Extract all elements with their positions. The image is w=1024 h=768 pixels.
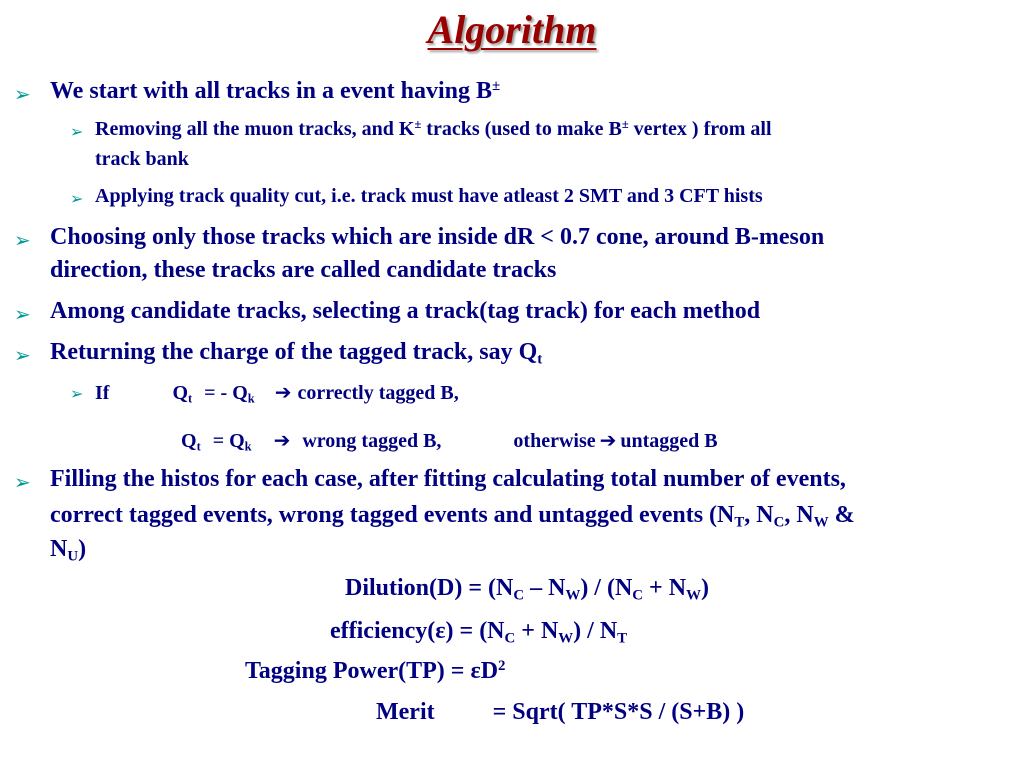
text-part: + N	[643, 575, 687, 601]
superscript: ±	[492, 77, 501, 94]
bullet-filling-histos-line2	[50, 502, 855, 529]
dilution-formula	[345, 575, 709, 602]
subscript: W	[686, 587, 701, 604]
superscript: 2	[498, 657, 506, 674]
text-part: ) / (N	[580, 575, 633, 601]
text-part: correct tagged events, wrong tagged events and untagged events (N	[50, 502, 735, 528]
tagging-power-formula	[245, 658, 505, 685]
text-part: Removing all the muon tracks, and K	[95, 118, 415, 140]
subscript: C	[504, 630, 516, 647]
sub-bullet-if-condition	[95, 380, 459, 405]
text-part: efficiency(ε) = (N	[330, 618, 505, 644]
right-arrow-icon: ➔	[274, 380, 292, 404]
merit-formula	[376, 699, 744, 726]
text-part: vertex ) from all	[628, 118, 772, 140]
text-part: , N	[744, 502, 774, 528]
subscript: W	[565, 587, 581, 604]
text-part: Tagging Power(TP) = εD	[245, 658, 499, 684]
text-part: – N	[524, 575, 566, 601]
bullet-arrow-icon: ➢	[14, 343, 31, 367]
sub-bullet-remove-muon-line2: track bank	[95, 148, 189, 170]
text-part: tracks (used to make B	[421, 118, 622, 140]
subscript: U	[67, 548, 79, 565]
sub-bullet-arrow-icon: ➢	[70, 189, 84, 208]
right-arrow-icon: ➔	[599, 428, 617, 452]
text-part: = Q	[212, 430, 245, 452]
text-part: ) / N	[573, 618, 618, 644]
subscript: W	[813, 514, 829, 531]
bullet-filling-histos: Filling the histos for each case, after fitting calculating total number of events,	[50, 466, 846, 492]
bullet-arrow-icon: ➢	[14, 302, 31, 326]
sub-bullet-quality-cut: Applying track quality cut, i.e. track must have atleast 2 SMT and 3 CFT hists	[95, 185, 763, 207]
wrong-tagged-condition	[181, 428, 718, 453]
subscript: t	[196, 439, 201, 454]
sub-bullet-arrow-icon: ➢	[70, 384, 84, 403]
text-part: Dilution(D) = (N	[345, 575, 514, 601]
subscript: k	[244, 439, 252, 454]
subscript: T	[734, 514, 745, 531]
text-part: wrong tagged B,	[302, 430, 442, 452]
text-part: + N	[515, 618, 559, 644]
subscript: t	[537, 351, 543, 368]
if-label: If	[95, 382, 110, 404]
text-part: )	[78, 536, 87, 562]
text-part: &	[828, 502, 855, 528]
text-part: untagged B	[620, 430, 718, 452]
subscript: k	[247, 391, 255, 406]
efficiency-formula	[330, 618, 627, 645]
text-part: N	[50, 536, 68, 562]
superscript: ±	[414, 117, 422, 132]
bullet-choosing-tracks-line2: direction, these tracks are called candidate tracks	[50, 257, 557, 283]
text-part: , N	[784, 502, 814, 528]
text-part: otherwise	[513, 430, 596, 452]
text-part: )	[700, 575, 709, 601]
superscript: ±	[621, 117, 629, 132]
bullet-arrow-icon: ➢	[14, 82, 31, 106]
text-part: Returning the charge of the tagged track, say Q	[50, 339, 538, 365]
sub-bullet-remove-muon	[95, 118, 772, 141]
bullet-arrow-icon: ➢	[14, 470, 31, 494]
bullet-text: We start with all tracks in a event having B	[50, 78, 492, 104]
subscript: C	[513, 587, 525, 604]
bullet-start-tracks	[50, 78, 500, 105]
text-part: = Sqrt( TP*S*S / (S+B) )	[492, 699, 745, 725]
subscript: W	[558, 630, 574, 647]
subscript: C	[632, 587, 644, 604]
text-part: Q	[172, 382, 189, 404]
bullet-choosing-tracks: Choosing only those tracks which are inside dR < 0.7 cone, around B-meson	[50, 224, 825, 250]
bullet-returning-charge	[50, 339, 542, 366]
sub-bullet-arrow-icon: ➢	[70, 122, 84, 141]
bullet-arrow-icon: ➢	[14, 228, 31, 252]
text-part: Q	[181, 430, 197, 452]
bullet-candidate-selection: Among candidate tracks, selecting a track(tag track) for each method	[50, 298, 761, 324]
text-part: correctly tagged B,	[297, 382, 459, 404]
text-part: Merit	[376, 699, 435, 725]
subscript: T	[617, 630, 628, 647]
text-part: = - Q	[204, 382, 248, 404]
subscript: C	[773, 514, 785, 531]
subscript: t	[188, 391, 193, 406]
slide-title: Algorithm	[427, 7, 597, 52]
right-arrow-icon: ➔	[273, 428, 291, 452]
bullet-filling-histos-line3	[50, 536, 86, 563]
